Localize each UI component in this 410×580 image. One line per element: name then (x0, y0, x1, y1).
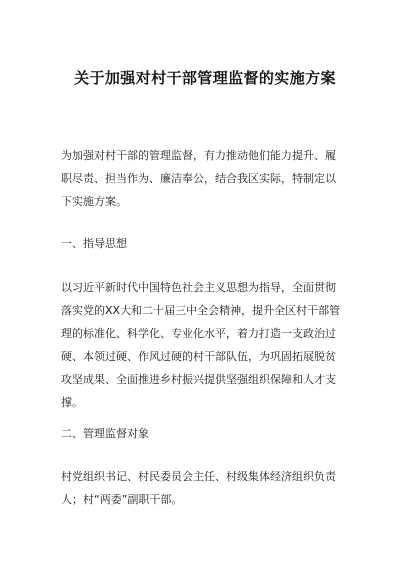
section1-line-4: 硬、本领过硬、作风过硬的村干部队伍，为巩固拓展脱贫 (61, 350, 336, 363)
section1-line-2: 落实党的XX大和二十届三中全会精神，提升全区村干部管 (61, 304, 341, 317)
section1-line-5: 攻坚成果、全面推进乡村振兴提供坚强组织保障和人才支 (61, 373, 336, 386)
section2-line-2: 人；村“两委”副职干部。 (61, 493, 183, 506)
intro-line-3: 下实施方案。 (61, 195, 127, 208)
intro-paragraph (61, 144, 361, 213)
section2-paragraph (61, 465, 361, 511)
intro-line-2: 职尽责、担当作为、廉洁奉公，结合我区实际，特制定以 (61, 172, 336, 185)
section1-line-6: 撑。 (61, 396, 83, 409)
section1-paragraph (61, 276, 361, 414)
intro-line-1: 为加强对村干部的管理监督，有力推动他们能力提升、履 (61, 149, 336, 162)
document-title: 关于加强对村干部管理监督的实施方案 (74, 69, 336, 87)
section1-line-1: 以习近平新时代中国特色社会主义思想为指导，全面贯彻 (61, 281, 336, 294)
section-heading-guiding-ideology: 一、指导思想 (61, 237, 127, 250)
section1-line-3: 理的标准化、科学化、专业化水平，着力打造一支政治过 (61, 327, 336, 340)
section2-line-1: 村党组织书记、村民委员会主任、村级集体经济组织负责 (61, 470, 336, 483)
section-heading-supervision-targets: 二、管理监督对象 (61, 427, 149, 440)
